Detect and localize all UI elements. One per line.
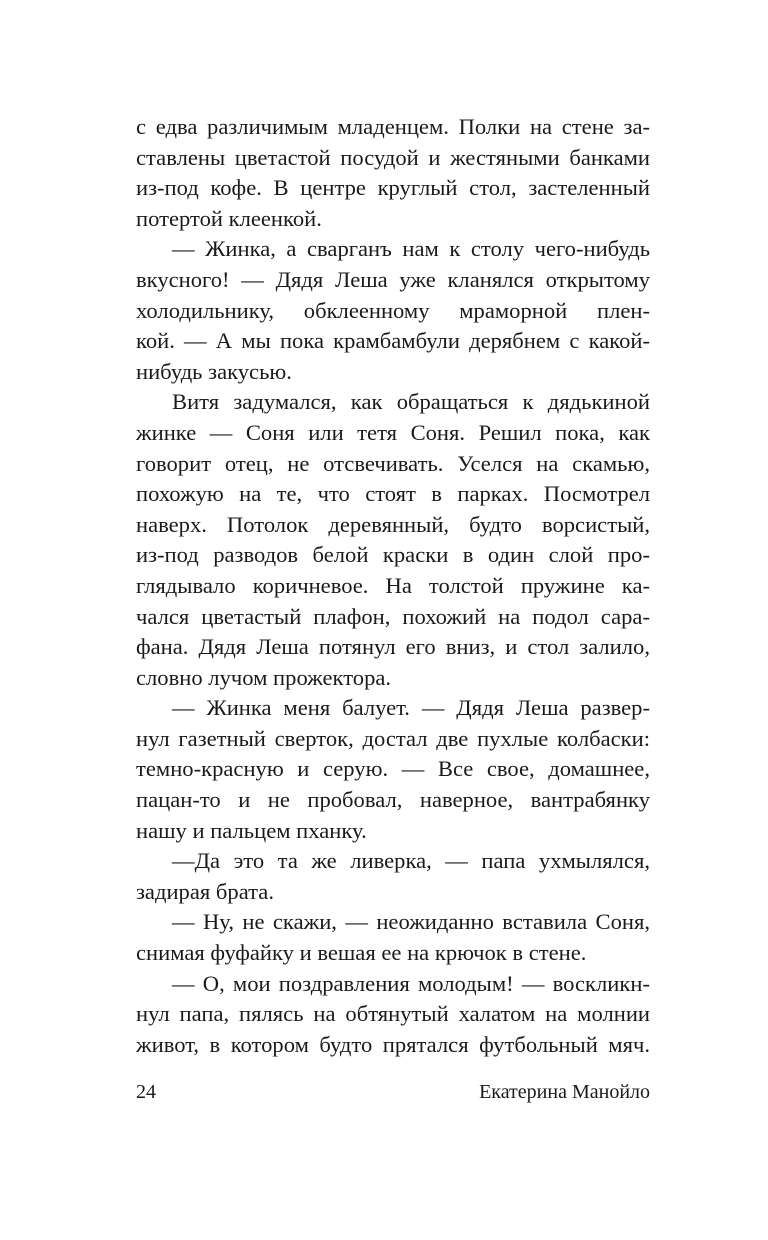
- text-line: Витя задумался, как обращаться к дядькиной: [172, 389, 650, 415]
- text-line: с едва различимым младенцем. Полки на стене за-: [136, 114, 650, 139]
- text-line: задирая брата.: [136, 878, 274, 904]
- page-footer: [136, 1081, 650, 1109]
- text-line: нул газетный сверток, достал две пухлые колбаски:: [136, 725, 650, 751]
- text-line: темно-красную и серую. — Все свое, домашнее,: [136, 756, 650, 782]
- text-line: похожую на те, что стоят в парках. Посмотрел: [136, 481, 650, 507]
- text-line: глядывало коричневое. На толстой пружине ка-: [136, 572, 650, 598]
- text-line: — Ну, не скажи, — неожиданно вставила Соня,: [172, 909, 650, 935]
- text-line: живот, в котором будто прятался футбольный мяч.: [136, 1031, 650, 1057]
- body-text: [136, 112, 650, 1060]
- text-line: —Да это та же ливерка, — папа ухмылялся,: [172, 848, 650, 874]
- text-line: чался цветастый плафон, похожий на подол сара-: [136, 603, 650, 629]
- text-line: — Жинка меня балует. — Дядя Леша развер-: [172, 695, 650, 721]
- text-line: вкусного! — Дядя Леша уже кланялся открытому: [136, 266, 650, 292]
- running-title-author: Екатерина Манойло: [479, 1081, 650, 1103]
- text-line: фана. Дядя Леша потянул его вниз, и стол залило,: [136, 634, 650, 660]
- text-line: жинке — Соня или тетя Соня. Решил пока, как: [136, 419, 650, 445]
- text-line: кой. — А мы пока крамбамбули дерябнем с какой-: [136, 328, 650, 354]
- text-line: потертой клеенкой.: [136, 205, 322, 231]
- text-line: из-под кофе. В центре круглый стол, застеленный: [136, 175, 650, 201]
- text-line: словно лучом прожектора.: [136, 664, 392, 690]
- page-number: 24: [136, 1081, 156, 1103]
- text-line: говорит отец, не отсвечивать. Уселся на скамью,: [136, 450, 650, 476]
- text-line: ставлены цветастой посудой и жестяными банками: [136, 144, 650, 170]
- text-line: — Жинка, а сварганъ нам к столу чего-нибудь: [172, 236, 650, 262]
- text-line: наверх. Потолок деревянный, будто ворсистый,: [136, 511, 650, 537]
- text-line: нибудь закусью.: [136, 358, 292, 384]
- text-line: — О, мои поздравления молодым! — воскликн-: [172, 970, 650, 996]
- text-line: холодильнику, обклеенному мраморной плен-: [136, 297, 650, 323]
- text-line: нашу и пальцем пханку.: [136, 817, 367, 843]
- text-line: нул папа, пялясь на обтянутый халатом на молнии: [136, 1001, 650, 1027]
- text-line: снимая фуфайку и вешая ее на крючок в стене.: [136, 940, 587, 966]
- text-line: из-под разводов белой краски в один слой про-: [136, 542, 650, 568]
- text-line: пацан-то и не пробовал, наверное, вантрабянку: [136, 787, 650, 813]
